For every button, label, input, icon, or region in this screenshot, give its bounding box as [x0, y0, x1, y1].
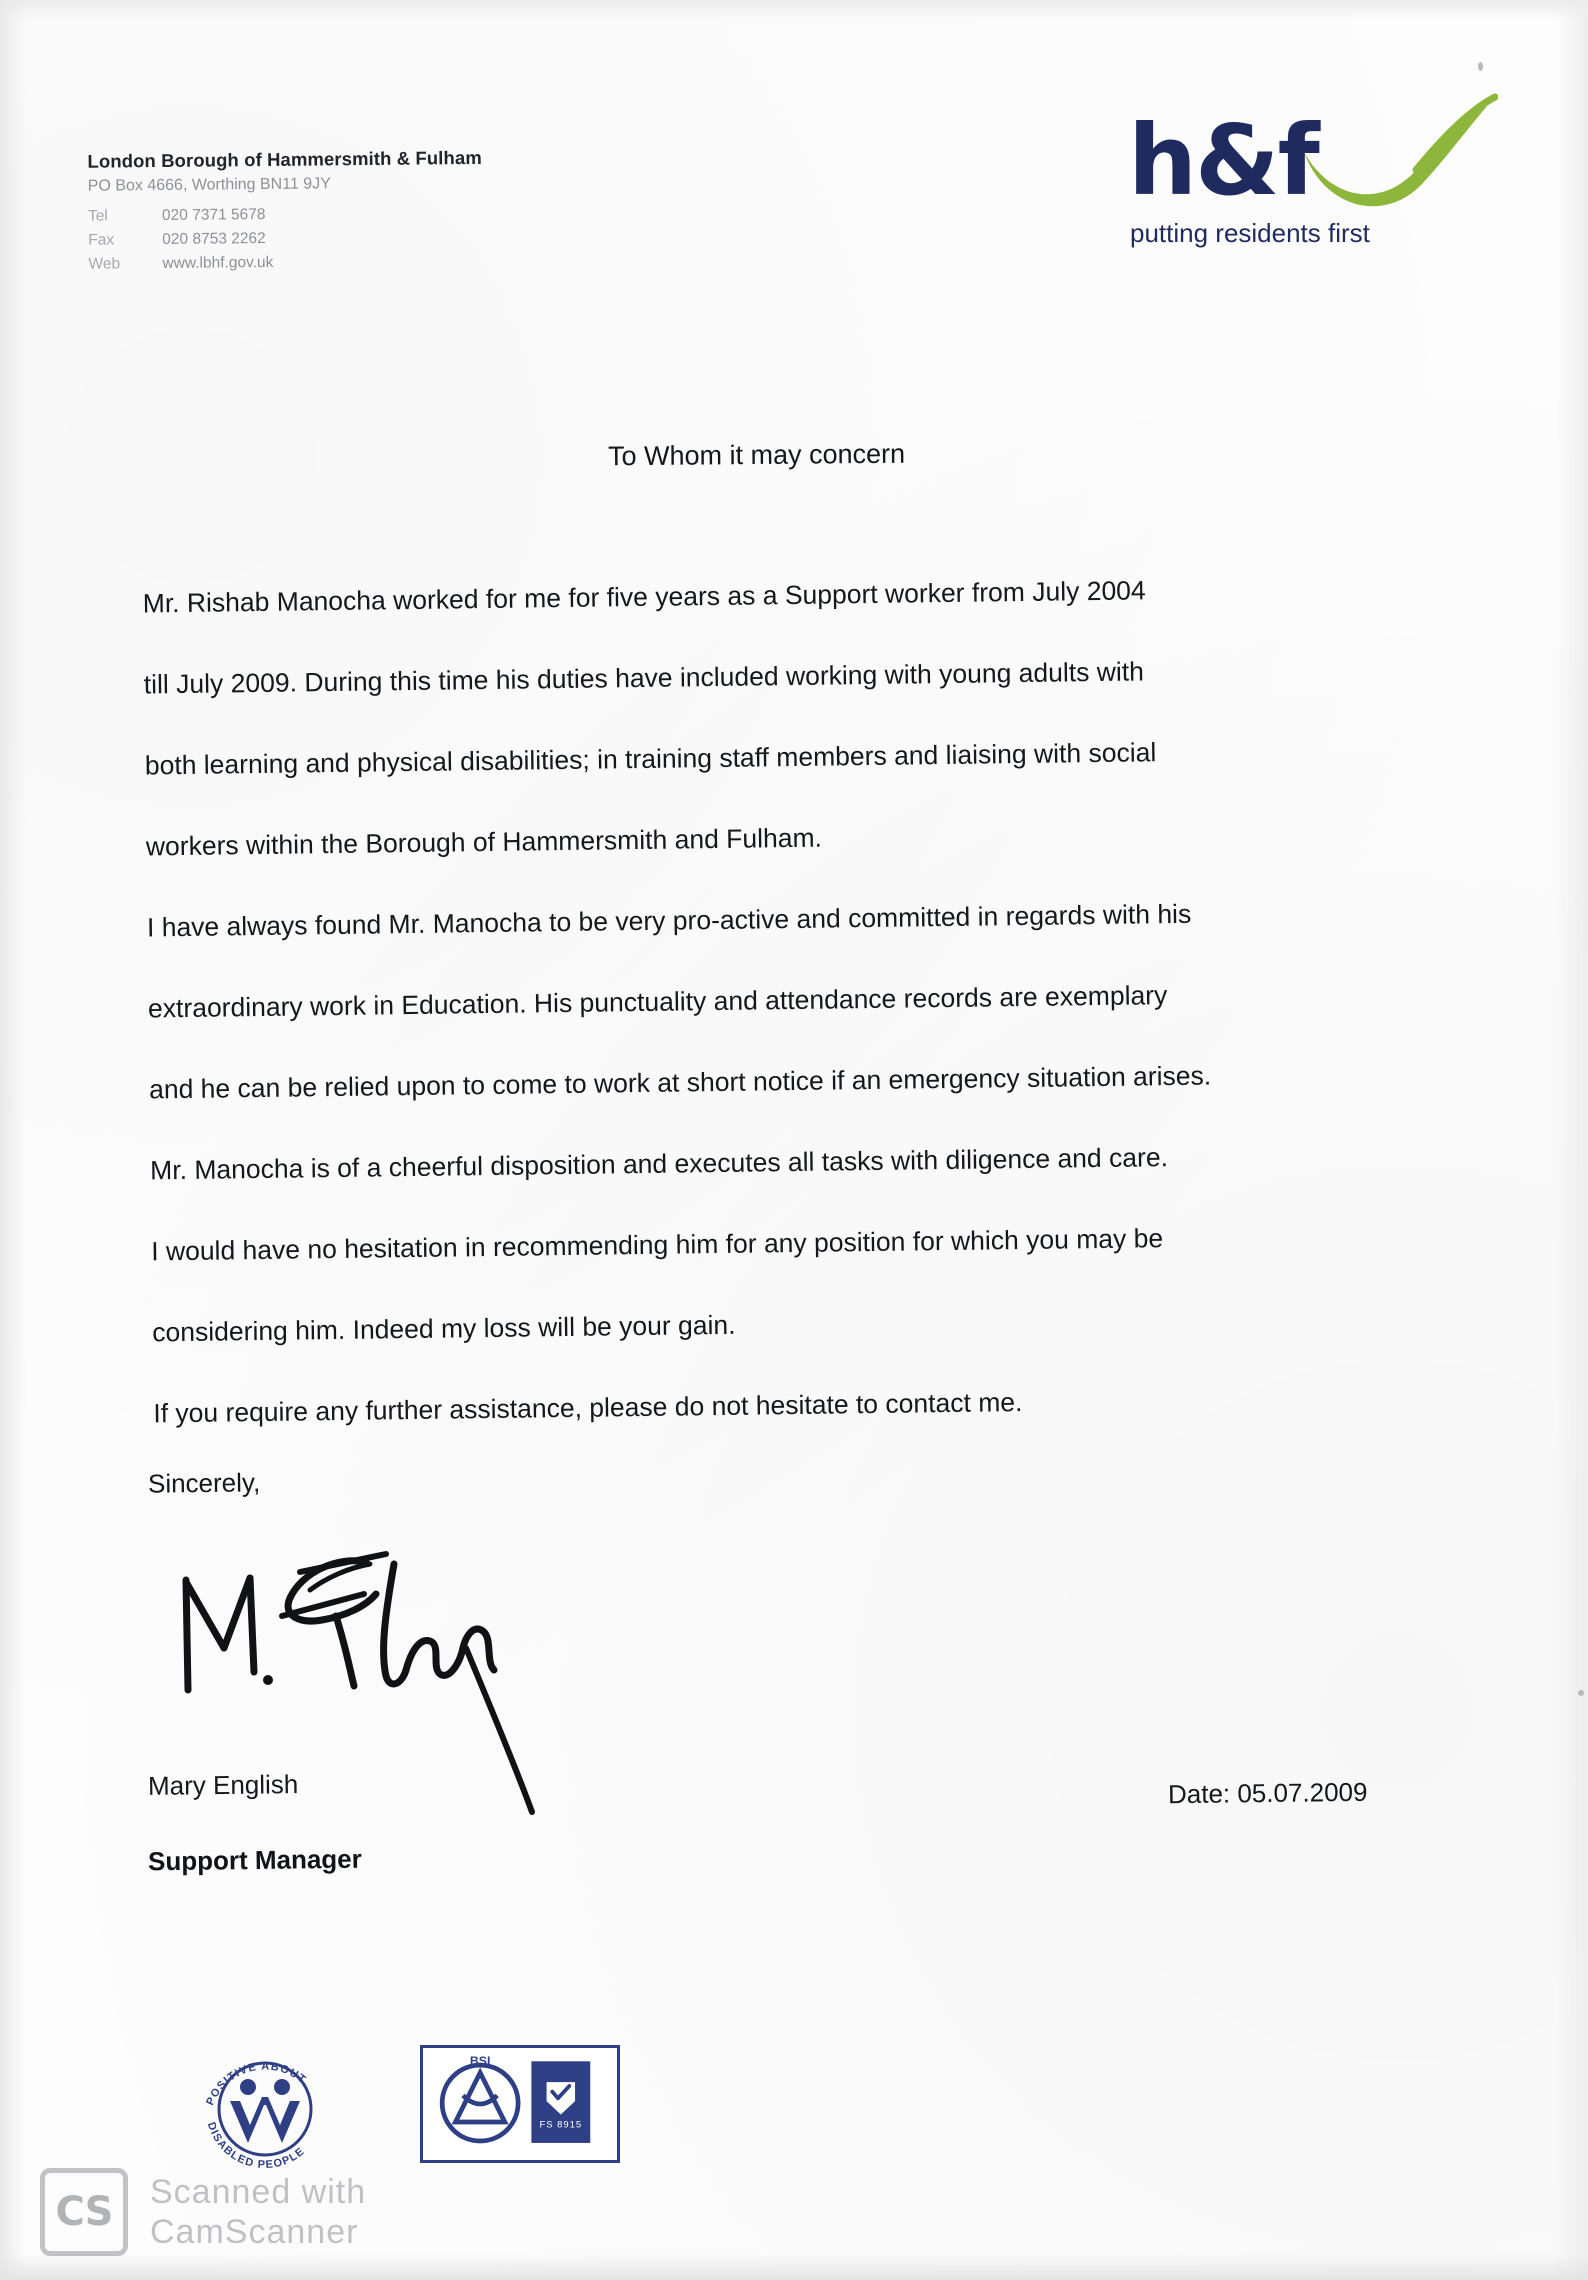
letter-date: Date: 05.07.2009 [1167, 1776, 1368, 1810]
scan-speck [1578, 1690, 1584, 1696]
letter-paragraph [151, 1195, 1443, 1374]
hf-logo [1110, 90, 1490, 280]
hf-logo-strapline: putting residents first [1130, 218, 1370, 248]
letter-paragraph [153, 1357, 1444, 1455]
bsi-kitemark-logo [420, 2045, 620, 2163]
camscanner-text [150, 2172, 366, 2252]
letter-salutation: To Whom it may concern [607, 438, 906, 472]
positive-logo-top-text: POSITIVE ABOUT [204, 2060, 309, 2108]
letterhead-contact-value: www.lbhf.gov.uk [162, 253, 274, 272]
scan-edge-bottom [0, 2254, 1588, 2280]
letterhead-po-box: PO Box 4666, Worthing BN11 9JY [87, 175, 331, 195]
positive-logo-bottom-text: DISABLED PEOPLE [204, 2120, 308, 2171]
signer-title: Support Manager [147, 1843, 362, 1877]
swoosh-icon [1298, 90, 1498, 220]
letter-line: both learning and physical disabilities; in training staff members and liaising with social [144, 737, 1157, 781]
camscanner-badge: CS [40, 2168, 128, 2256]
scan-edge-right [1554, 0, 1588, 2280]
scan-speck [1478, 62, 1483, 71]
scan-edge-left [0, 0, 26, 2280]
letterhead-contact-value: 020 7371 5678 [161, 205, 266, 224]
camscanner-line-2: CamScanner [150, 2213, 359, 2251]
letterhead-organisation: London Borough of Hammersmith & Fulham [87, 146, 482, 172]
letter-line: If you require any further assistance, please do not hesitate to contact me. [153, 1387, 1023, 1429]
letter-line: extraordinary work in Education. His punctuality and attendance records are exemplary [147, 980, 1168, 1024]
letterhead-contact-label: Web [88, 255, 121, 273]
bsi-kitemark-icon [423, 2048, 617, 2160]
letter-line: and he can be relied upon to come to work at short notice if an emergency situation arises. [148, 1060, 1212, 1105]
letterhead-address-block [87, 145, 648, 279]
letter-line: Mr. Manocha is of a cheerful disposition and executes all tasks with diligence and care. [149, 1142, 1169, 1186]
letter-line: workers within the Borough of Hammersmith and Fulham. [145, 822, 823, 862]
letter-line: Mr. Rishab Manocha worked for me for five years as a Support worker from July 2004 [142, 575, 1146, 619]
hf-logo-wordmark: h&f [1128, 104, 1318, 217]
letter-paragraph [146, 871, 1439, 1131]
letterhead-contact-label: Fax [88, 231, 115, 249]
letterhead-contact-row [88, 226, 648, 249]
letterhead-contact-label: Tel [87, 207, 108, 225]
letter-paragraph [142, 547, 1436, 888]
svg-text:BSI: BSI [469, 2054, 491, 2069]
letter-line: I have always found Mr. Manocha to be very pro-active and committed in regards with his [146, 898, 1192, 943]
scan-edge-top [0, 0, 1588, 20]
camscanner-watermark [40, 2168, 366, 2256]
letter-closing: Sincerely, [147, 1467, 261, 1499]
letter-line: I would have no hesitation in recommending him for any position for which you may be [151, 1223, 1164, 1267]
positive-about-disabled-people-logo [190, 2039, 340, 2171]
letterhead-contact-row [88, 202, 648, 225]
svg-text:FS 8915: FS 8915 [539, 2119, 583, 2131]
letterhead-contact-value: 020 8753 2262 [162, 229, 266, 248]
camscanner-line-1: Scanned with [150, 2173, 367, 2211]
letter-body [142, 547, 1444, 1455]
signer-name: Mary English [147, 1769, 299, 1801]
letter-line: considering him. Indeed my loss will be your gain. [152, 1309, 736, 1348]
footer-accreditation-logos [190, 2035, 660, 2175]
letterhead-contact-row [88, 250, 648, 273]
letter-line: till July 2009. During this time his duties have included working with young adults with [143, 656, 1145, 700]
